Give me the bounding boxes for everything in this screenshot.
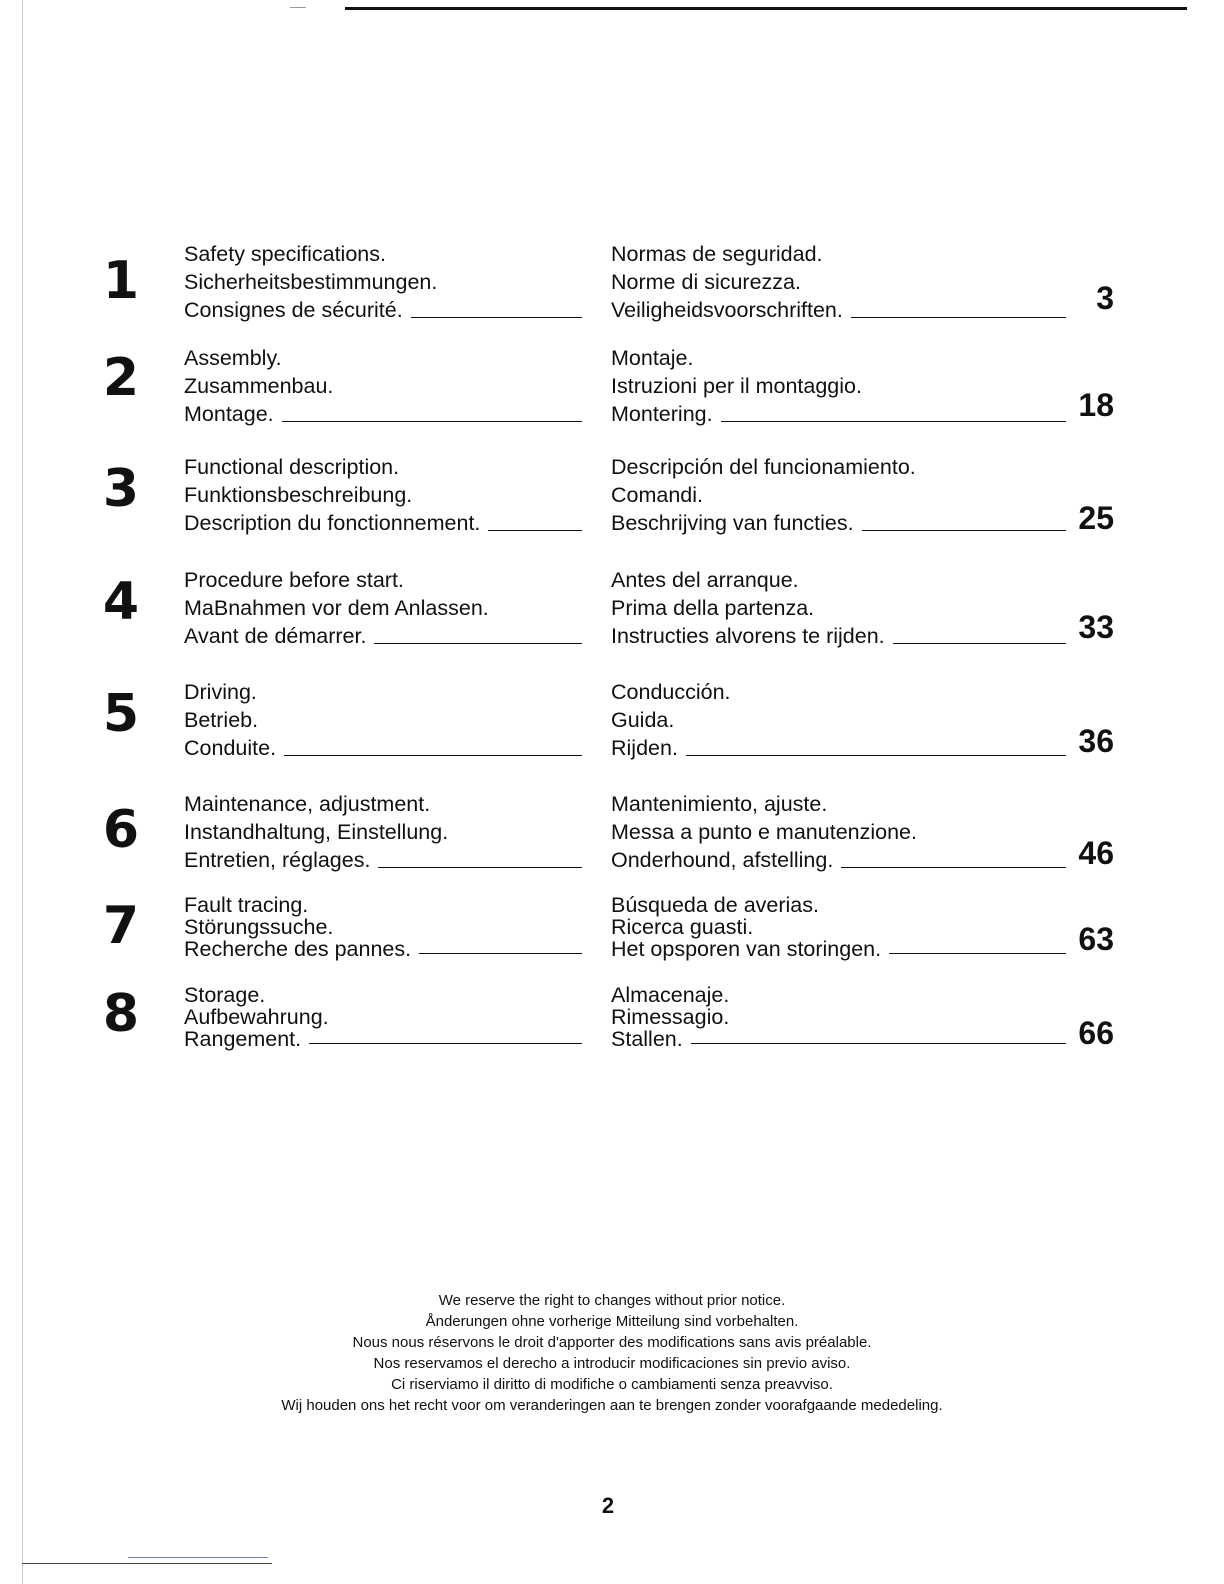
toc-section-5 bbox=[0, 678, 1224, 768]
top-tick-mark bbox=[290, 7, 306, 8]
toc-entry-en[interactable]: Fault tracing. bbox=[184, 893, 309, 917]
toc-entry-nl[interactable]: Montering. bbox=[611, 400, 1066, 428]
toc-entry-fr[interactable]: Consignes de sécurité. bbox=[184, 296, 582, 324]
toc-entry-it[interactable]: Messa a punto e manutenzione. bbox=[611, 820, 917, 844]
leader-line bbox=[284, 755, 582, 756]
toc-left-column bbox=[184, 894, 582, 960]
toc-page-number[interactable]: 46 bbox=[1078, 835, 1114, 871]
toc-left-column bbox=[184, 678, 582, 762]
notice-line-fr: Nous nous réservons le droit d'apporter des modifications sans avis préalable. bbox=[352, 1334, 872, 1351]
leader-line bbox=[282, 421, 582, 422]
toc-entry-fr[interactable]: Description du fonctionnement. bbox=[184, 509, 582, 537]
leader-line bbox=[841, 867, 1066, 868]
notice-line-it: Ci riserviamo il diritto di modifiche o cambiamenti senza preavviso. bbox=[391, 1376, 833, 1393]
notice-line-es: Nos reservamos el derecho a introducir modificaciones sin previo aviso. bbox=[373, 1355, 851, 1372]
toc-entry-nl[interactable]: Rijden. bbox=[611, 734, 1066, 762]
toc-right-column bbox=[611, 790, 1066, 874]
toc-entry-en[interactable]: Assembly. bbox=[184, 346, 282, 370]
toc-left-column bbox=[184, 453, 582, 537]
toc-entry-it[interactable]: Istruzioni per il montaggio. bbox=[611, 374, 862, 398]
section-number: 1 bbox=[102, 251, 140, 311]
toc-entry-es[interactable]: Antes del arranque. bbox=[611, 568, 799, 592]
toc-entry-nl[interactable]: Beschrijving van functies. bbox=[611, 509, 1066, 537]
toc-section-8 bbox=[0, 984, 1224, 1074]
toc-left-column bbox=[184, 344, 582, 428]
toc-page-number[interactable]: 18 bbox=[1078, 387, 1114, 423]
toc-entry-en[interactable]: Storage. bbox=[184, 983, 266, 1007]
toc-entry-fr[interactable]: Conduite. bbox=[184, 734, 582, 762]
toc-entry-es[interactable]: Descripción del funcionamiento. bbox=[611, 455, 916, 479]
toc-left-column bbox=[184, 240, 582, 324]
section-number: 3 bbox=[102, 459, 140, 519]
toc-entry-nl[interactable]: Stallen. bbox=[611, 1028, 1066, 1050]
toc-entry-en[interactable]: Maintenance, adjustment. bbox=[184, 792, 431, 816]
toc-entry-en[interactable]: Driving. bbox=[184, 680, 257, 704]
toc-entry-en[interactable]: Functional description. bbox=[184, 455, 400, 479]
toc-entry-es[interactable]: Conducción. bbox=[611, 680, 731, 704]
leader-line bbox=[862, 530, 1066, 531]
toc-entry-de[interactable]: Funktionsbeschreibung. bbox=[184, 483, 413, 507]
toc-section-4 bbox=[0, 566, 1224, 656]
toc-page-number[interactable]: 66 bbox=[1078, 1015, 1114, 1051]
section-number: 4 bbox=[102, 572, 140, 632]
toc-section-3 bbox=[0, 453, 1224, 543]
page-number: 2 bbox=[601, 1493, 615, 1518]
toc-entry-it[interactable]: Prima della partenza. bbox=[611, 596, 815, 620]
toc-right-column bbox=[611, 984, 1066, 1050]
toc-entry-fr[interactable]: Recherche des pannes. bbox=[184, 938, 582, 960]
toc-section-1 bbox=[0, 240, 1224, 330]
toc-entry-fr[interactable]: Avant de démarrer. bbox=[184, 622, 582, 650]
section-number: 2 bbox=[102, 348, 140, 408]
change-notice bbox=[0, 1290, 1224, 1416]
toc-section-2 bbox=[0, 344, 1224, 434]
leader-line bbox=[889, 953, 1066, 954]
toc-entry-nl[interactable]: Onderhound, afstelling. bbox=[611, 846, 1066, 874]
toc-entry-fr[interactable]: Rangement. bbox=[184, 1028, 582, 1050]
toc-entry-nl[interactable]: Veiligheidsvoorschriften. bbox=[611, 296, 1066, 324]
toc-page-number[interactable]: 63 bbox=[1078, 921, 1114, 957]
toc-right-column bbox=[611, 894, 1066, 960]
toc-left-column bbox=[184, 790, 582, 874]
section-number: 7 bbox=[102, 896, 140, 956]
leader-line bbox=[893, 643, 1066, 644]
toc-entry-de[interactable]: Aufbewahrung. bbox=[184, 1005, 329, 1029]
leader-line bbox=[691, 1043, 1066, 1044]
notice-line-en: We reserve the right to changes without prior notice. bbox=[438, 1292, 786, 1309]
toc-entry-es[interactable]: Mantenimiento, ajuste. bbox=[611, 792, 828, 816]
toc-section-6 bbox=[0, 790, 1224, 880]
toc-entry-es[interactable]: Búsqueda de averias. bbox=[611, 893, 819, 917]
leader-line bbox=[419, 953, 582, 954]
toc-right-column bbox=[611, 453, 1066, 537]
toc-entry-nl[interactable]: Instructies alvorens te rijden. bbox=[611, 622, 1066, 650]
toc-entry-en[interactable]: Safety specifications. bbox=[184, 242, 386, 266]
bottom-rule bbox=[22, 1563, 272, 1564]
toc-right-column bbox=[611, 240, 1066, 324]
leader-line bbox=[686, 755, 1066, 756]
toc-page-number[interactable]: 3 bbox=[1096, 280, 1114, 316]
toc-page-number[interactable]: 36 bbox=[1078, 723, 1114, 759]
toc-entry-nl[interactable]: Het opsporen van storingen. bbox=[611, 938, 1066, 960]
leader-line bbox=[488, 530, 582, 531]
notice-line-de: Ånderungen ohne vorherige Mitteilung sind vorbehalten. bbox=[425, 1313, 799, 1330]
leader-line bbox=[374, 643, 582, 644]
toc-right-column bbox=[611, 566, 1066, 650]
bottom-blue-rule bbox=[128, 1557, 268, 1558]
toc-entry-it[interactable]: Norme di sicurezza. bbox=[611, 270, 801, 294]
toc-entry-en[interactable]: Procedure before start. bbox=[184, 568, 404, 592]
notice-line-nl: Wij houden ons het recht voor om veranderingen aan te brengen zonder voorafgaande mededeling. bbox=[281, 1397, 943, 1414]
toc-entry-es[interactable]: Almacenaje. bbox=[611, 983, 730, 1007]
toc-entry-it[interactable]: Ricerca guasti. bbox=[611, 915, 754, 939]
toc-section-7 bbox=[0, 894, 1224, 984]
toc-entry-fr[interactable]: Montage. bbox=[184, 400, 582, 428]
toc-entry-de[interactable]: Sicherheitsbestimmungen. bbox=[184, 270, 438, 294]
toc-right-column bbox=[611, 344, 1066, 428]
toc-entry-fr[interactable]: Entretien, réglages. bbox=[184, 846, 582, 874]
section-number: 8 bbox=[102, 984, 140, 1044]
toc-entry-de[interactable]: MaBnahmen vor dem Anlassen. bbox=[184, 596, 489, 620]
leader-line bbox=[411, 317, 582, 318]
top-rule bbox=[345, 7, 1187, 10]
toc-entry-de[interactable]: Instandhaltung, Einstellung. bbox=[184, 820, 449, 844]
section-number: 5 bbox=[102, 684, 140, 744]
toc-entry-it[interactable]: Comandi. bbox=[611, 483, 704, 507]
toc-left-column bbox=[184, 566, 582, 650]
toc-entry-de[interactable]: Störungssuche. bbox=[184, 915, 334, 939]
toc-page-number[interactable]: 25 bbox=[1078, 500, 1114, 536]
leader-line bbox=[721, 421, 1066, 422]
toc-entry-it[interactable]: Guida. bbox=[611, 708, 675, 732]
leader-line bbox=[378, 867, 582, 868]
toc-entry-it[interactable]: Rimessagio. bbox=[611, 1005, 730, 1029]
leader-line bbox=[309, 1043, 582, 1044]
toc-page-number[interactable]: 33 bbox=[1078, 609, 1114, 645]
toc-entry-de[interactable]: Zusammenbau. bbox=[184, 374, 334, 398]
toc-entry-es[interactable]: Normas de seguridad. bbox=[611, 242, 823, 266]
toc-entry-es[interactable]: Montaje. bbox=[611, 346, 694, 370]
leader-line bbox=[851, 317, 1066, 318]
toc-left-column bbox=[184, 984, 582, 1050]
toc-entry-de[interactable]: Betrieb. bbox=[184, 708, 259, 732]
toc-right-column bbox=[611, 678, 1066, 762]
section-number: 6 bbox=[102, 800, 140, 860]
